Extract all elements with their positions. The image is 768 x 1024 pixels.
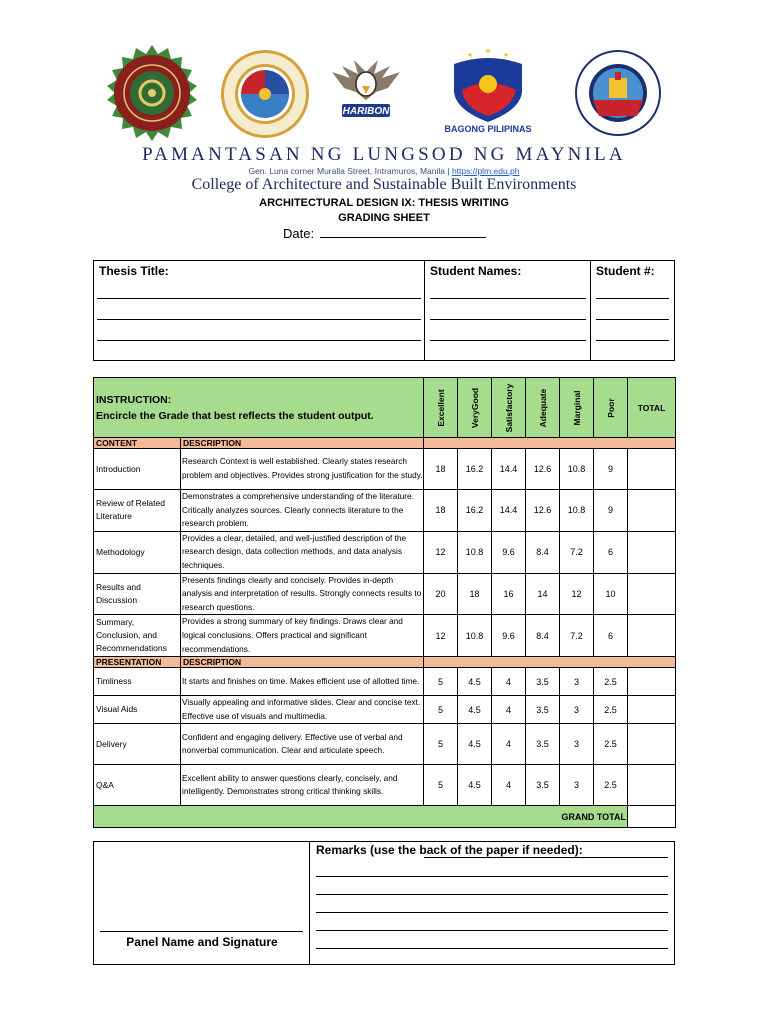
criterion-name: Review of Related Literature <box>94 490 181 532</box>
college-name: College of Architecture and Sustainable Built Environments <box>191 176 577 193</box>
scale-header-excellent: Excellent <box>424 378 458 438</box>
row-total-cell[interactable] <box>628 724 676 765</box>
criterion-row <box>94 573 676 615</box>
score-option[interactable]: 5 <box>424 668 458 696</box>
score-option[interactable]: 8.4 <box>526 615 560 657</box>
score-option[interactable]: 4.5 <box>458 724 492 765</box>
row-total-cell[interactable] <box>628 531 676 573</box>
score-option[interactable]: 7.2 <box>560 531 594 573</box>
score-option[interactable]: 10.8 <box>560 490 594 532</box>
score-option[interactable]: 10.8 <box>560 449 594 490</box>
criterion-row <box>94 490 676 532</box>
score-option[interactable]: 9 <box>594 490 628 532</box>
signature-line[interactable] <box>100 931 303 932</box>
grand-total-label: GRAND TOTAL <box>94 806 628 828</box>
bagong-pilipinas-logo <box>440 46 536 136</box>
scale-header-marginal: Marginal <box>560 378 594 438</box>
criterion-name: Introduction <box>94 449 181 490</box>
score-option[interactable]: 3.5 <box>526 765 560 806</box>
score-option[interactable]: 5 <box>424 724 458 765</box>
scale-header-satisfactory: Satisfactory <box>492 378 526 438</box>
remarks-box <box>93 841 675 965</box>
score-option[interactable]: 4 <box>492 696 526 724</box>
score-option[interactable]: 2.5 <box>594 696 628 724</box>
section-header-row <box>94 438 676 449</box>
date-label: Date: <box>283 226 318 241</box>
thesis-title-column <box>94 261 425 360</box>
thesis-title-label: Thesis Title: <box>99 264 169 278</box>
scale-header-adequate: Adequate <box>526 378 560 438</box>
scale-header-poor: Poor <box>594 378 628 438</box>
criterion-row <box>94 765 676 806</box>
score-option[interactable]: 3 <box>560 724 594 765</box>
score-option[interactable]: 18 <box>424 449 458 490</box>
score-option[interactable]: 6 <box>594 531 628 573</box>
thesis-title-line[interactable] <box>97 319 421 320</box>
criterion-name: Q&A <box>94 765 181 806</box>
score-option[interactable]: 9.6 <box>492 615 526 657</box>
student-number-column <box>591 261 675 360</box>
score-option[interactable]: 3 <box>560 765 594 806</box>
thesis-title-line[interactable] <box>97 298 421 299</box>
row-total-cell[interactable] <box>628 490 676 532</box>
criterion-description: Research Context is well established. Clearly states research problem and objectives. Provides strong justification for the study. <box>181 449 424 490</box>
panel-signature-area <box>94 842 310 964</box>
student-names-label: Student Names: <box>430 264 522 278</box>
criterion-row <box>94 615 676 657</box>
student-name-line[interactable] <box>430 319 586 320</box>
criterion-description: Visually appealing and informative slides. Clear and concise text. Effective use of visuals and multimedia. <box>181 696 424 724</box>
criterion-row <box>94 696 676 724</box>
student-number-line[interactable] <box>596 319 669 320</box>
score-option[interactable]: 12 <box>424 531 458 573</box>
score-option[interactable]: 4.5 <box>458 765 492 806</box>
student-names-column <box>425 261 591 360</box>
score-option[interactable]: 10.8 <box>458 531 492 573</box>
criterion-name: Summary, Conclusion, and Recommendations <box>94 615 181 657</box>
score-option[interactable]: 18 <box>458 573 492 615</box>
score-option[interactable]: 10.8 <box>458 615 492 657</box>
total-header: TOTAL <box>628 378 676 438</box>
criterion-description: Demonstrates a comprehensive understanding of the literature. Critically analyzes sources. Clearly connects literature to the research problem. <box>181 490 424 532</box>
score-option[interactable]: 7.2 <box>560 615 594 657</box>
remarks-line[interactable] <box>316 930 668 931</box>
instruction-title: INSTRUCTION: <box>96 393 172 406</box>
score-option[interactable]: 3.5 <box>526 696 560 724</box>
university-name: PAMANTASAN NG LUNGSOD NG MAYNILA <box>142 144 626 165</box>
score-option[interactable]: 2.5 <box>594 724 628 765</box>
score-option[interactable]: 3 <box>560 668 594 696</box>
remarks-line[interactable] <box>316 876 668 877</box>
section-description-label: DESCRIPTION <box>181 657 424 668</box>
score-option[interactable]: 14.4 <box>492 490 526 532</box>
score-option[interactable]: 8.4 <box>526 531 560 573</box>
criterion-description: Presents findings clearly and concisely. Provides in-depth analysis and interpretation of results. Strongly connects results to research questions. <box>181 573 424 615</box>
score-option[interactable]: 18 <box>424 490 458 532</box>
section-header-filler <box>424 438 676 449</box>
row-total-cell[interactable] <box>628 449 676 490</box>
section-description-label: DESCRIPTION <box>181 438 424 449</box>
address-text: Gen. Luna corner Muralla Street, Intramuros, Manila | <box>248 166 452 176</box>
criterion-name: Methodology <box>94 531 181 573</box>
criterion-description: Confident and engaging delivery. Effective use of verbal and nonverbal communication. Clear and articulate speech. <box>181 724 424 765</box>
criterion-name: Results and Discussion <box>94 573 181 615</box>
score-option[interactable]: 4 <box>492 668 526 696</box>
score-option[interactable]: 12 <box>424 615 458 657</box>
grand-total-row <box>94 806 676 828</box>
score-option[interactable]: 4 <box>492 724 526 765</box>
student-number-line[interactable] <box>596 340 669 341</box>
scale-header-verygood: VeryGood <box>458 378 492 438</box>
criterion-description: It starts and finishes on time. Makes efficient use of allotted time. <box>181 668 424 696</box>
remarks-title: Remarks (use the back of the paper if needed): <box>316 843 583 857</box>
plm-lungsod-seal-logo <box>219 48 311 140</box>
date-line[interactable] <box>320 226 486 238</box>
remarks-line[interactable] <box>424 857 668 858</box>
criterion-name: Visual Aids <box>94 696 181 724</box>
lungsod-ng-maynila-seal-logo <box>575 50 661 136</box>
criterion-description: Provides a clear, detailed, and well-justified description of the research design, data collection methods, and data analysis techniques. <box>181 531 424 573</box>
remarks-line[interactable] <box>316 912 668 913</box>
criterion-row <box>94 531 676 573</box>
criterion-name: Delivery <box>94 724 181 765</box>
row-total-cell[interactable] <box>628 765 676 806</box>
row-total-cell[interactable] <box>628 668 676 696</box>
row-total-cell[interactable] <box>628 615 676 657</box>
score-option[interactable]: 9.6 <box>492 531 526 573</box>
section-name: CONTENT <box>94 438 181 449</box>
student-name-line[interactable] <box>430 298 586 299</box>
logo-row <box>0 44 768 144</box>
score-option[interactable]: 4.5 <box>458 668 492 696</box>
grading-table <box>93 377 676 828</box>
row-total-cell[interactable] <box>628 573 676 615</box>
score-option[interactable]: 16.2 <box>458 490 492 532</box>
svg-text:BAGONG PILIPINAS: BAGONG PILIPINAS <box>444 124 532 134</box>
grand-total-cell[interactable] <box>628 806 676 828</box>
score-option[interactable]: 3 <box>560 696 594 724</box>
score-option[interactable]: 10 <box>594 573 628 615</box>
website-link[interactable]: https://plm.edu.ph <box>451 166 520 176</box>
criterion-name: Timliness <box>94 668 181 696</box>
score-option[interactable]: 3.5 <box>526 668 560 696</box>
instruction-row <box>94 378 676 438</box>
score-option[interactable]: 2.5 <box>594 668 628 696</box>
row-total-cell[interactable] <box>628 696 676 724</box>
plm-haribon-logo <box>330 52 402 124</box>
score-option[interactable]: 4 <box>492 765 526 806</box>
score-option[interactable]: 2.5 <box>594 765 628 806</box>
score-option[interactable]: 9 <box>594 449 628 490</box>
sheet-title: GRADING SHEET <box>338 212 430 224</box>
section-name: PRESENTATION <box>94 657 181 668</box>
university-address <box>0 166 768 176</box>
score-option[interactable]: 6 <box>594 615 628 657</box>
section-header-row <box>94 657 676 668</box>
date-field <box>283 226 486 241</box>
score-option[interactable]: 16 <box>492 573 526 615</box>
criterion-row <box>94 668 676 696</box>
score-option[interactable]: 16.2 <box>458 449 492 490</box>
remarks-line[interactable] <box>316 948 668 949</box>
svg-text:HARIBON: HARIBON <box>342 106 390 117</box>
instruction-cell <box>94 378 424 438</box>
student-number-label: Student #: <box>596 264 655 278</box>
score-option[interactable]: 14 <box>526 573 560 615</box>
score-option[interactable]: 12 <box>560 573 594 615</box>
remarks-line[interactable] <box>316 894 668 895</box>
score-option[interactable]: 4.5 <box>458 696 492 724</box>
criterion-row <box>94 724 676 765</box>
student-name-line[interactable] <box>430 340 586 341</box>
score-option[interactable]: 3.5 <box>526 724 560 765</box>
thesis-info-box <box>93 260 675 361</box>
score-option[interactable]: 5 <box>424 696 458 724</box>
score-option[interactable]: 12.6 <box>526 490 560 532</box>
score-option[interactable]: 12.6 <box>526 449 560 490</box>
criterion-row <box>94 449 676 490</box>
plm-seal-logo <box>103 44 201 142</box>
score-option[interactable]: 14.4 <box>492 449 526 490</box>
score-option[interactable]: 20 <box>424 573 458 615</box>
thesis-title-line[interactable] <box>97 340 421 341</box>
panel-signature-label: Panel Name and Signature <box>126 935 278 949</box>
score-option[interactable]: 5 <box>424 765 458 806</box>
criterion-description: Provides a strong summary of key findings. Draws clear and logical conclusions. Offers practical and significant recommendations. <box>181 615 424 657</box>
student-number-line[interactable] <box>596 298 669 299</box>
instruction-text: Encircle the Grade that best reflects the student output. <box>96 409 374 422</box>
section-header-filler <box>424 657 676 668</box>
course-title: ARCHITECTURAL DESIGN IX: THESIS WRITING <box>259 197 509 209</box>
criterion-description: Excellent ability to answer questions clearly, concisely, and intelligently. Demonstrates strong critical thinking skills. <box>181 765 424 806</box>
